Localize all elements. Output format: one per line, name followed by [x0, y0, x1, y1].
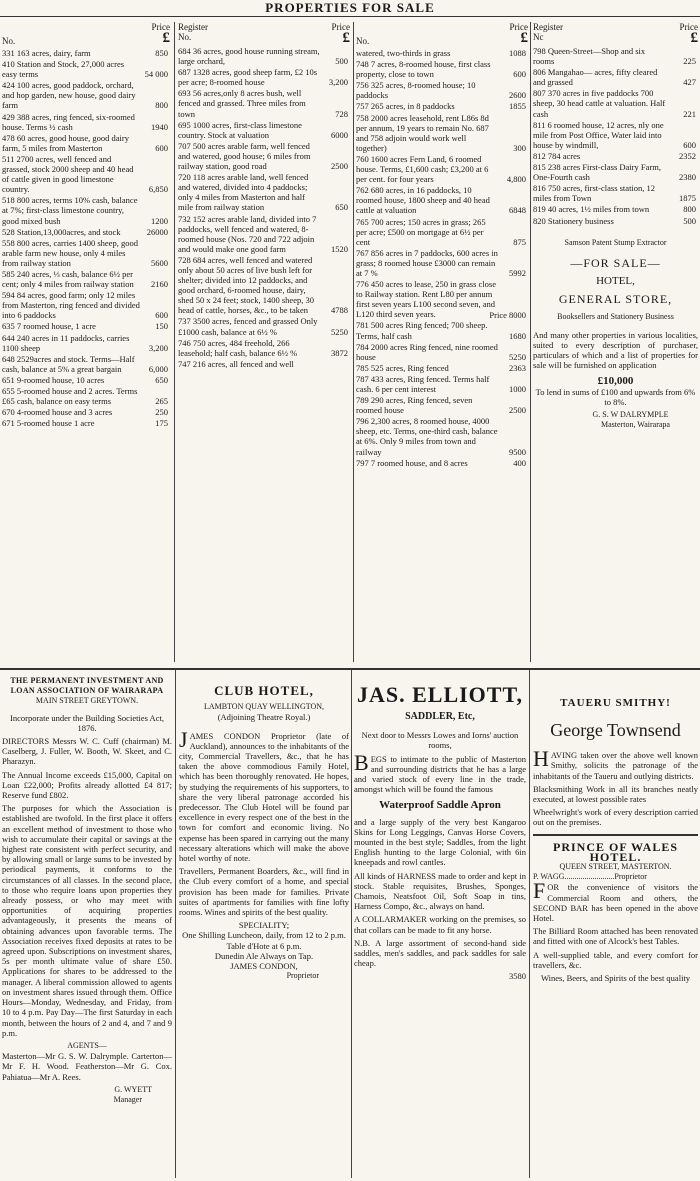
listing-item	[2, 59, 170, 79]
signature: G. S. W DALRYMPLE	[592, 409, 669, 419]
listing-price: 2500	[509, 405, 526, 416]
price-label: Price £	[679, 22, 698, 46]
listing-item	[2, 354, 170, 374]
column-header	[356, 22, 528, 46]
table-line: Table d'Hote at 6 p.m.	[226, 940, 302, 951]
page-title: PROPERTIES FOR SALE	[265, 0, 435, 15]
listing-text: 798 Queen-Street—Shop and six rooms	[533, 46, 646, 67]
listing-item	[2, 321, 170, 331]
listing-item	[2, 238, 170, 268]
agents-list: Masterton—Mr G. S. W. Dalrymple. Carterton—Mr F. H. Wood. Featherston—Mr G. Cox. Pahiatua—Mr A. Rees.	[2, 1051, 172, 1082]
listing-column-3	[356, 22, 528, 662]
listing-price: 2600	[509, 90, 526, 101]
listing-text: 429 388 acres, ring fenced, six-roomed house. Terms ½ cash	[2, 111, 135, 132]
listing-text: 758 2000 acres leasehold, rent L86s 8d per annum, 19 years to remain No. 687 and 758 adjoin would work well together)	[356, 112, 489, 153]
price-label: Price £	[509, 22, 528, 46]
listing-text: 585 240 acres, ⅓ cash, balance 6½ per cent; only 4 miles from railway station	[2, 268, 134, 290]
ad-body: The purposes for which the Association is established are twofold. In the first place it offers an excellent method of investment to those who wish to accumulate their capital or savings at the highest rate consistent with perfect security, and by allowing small or large sums to be invested by periodical payments, it conforms to the circumstances of all classes. In the second place, to those who require loans upon properties they already possess, or who may meet with opportunities of acquiring properties advantageously, it presents the means of obtaining advances upon favorable terms. The Association receives fixed deposits at rates to be agreed upon. Subscriptions on investment shares, 5s per month ultimate value of share £50. Applications for shares to be addressed to the manager. A liberal commission allowed to agents on investment shares issued through them. Office Hours—Monday, Wednesday, and Friday, from 10 to 4 p.m. Pay Day—The first Saturday in each month, between the hours of 2 and 4, and 7 and 9 p.m.	[2, 803, 172, 1038]
hotel-body-2: The Billiard Room attached has been renovated and fitted with one of Alcock's best Tables.	[533, 926, 698, 947]
hotel-body-3: A well-supplied table, and every comfort for travellers, &c.	[533, 949, 698, 970]
listing-text: 684 36 acres, good house running stream, large orchard,	[178, 46, 320, 67]
listing-text: 518 800 acres, terms 10% cash, balance at 7%; first-class limestone country, good mixed bush	[2, 195, 138, 226]
listing-item	[533, 204, 698, 214]
listing-item	[2, 112, 170, 132]
ad-title: TAUERU SMITHY!	[560, 697, 671, 709]
listing-price: 1520	[331, 243, 348, 254]
price-label: Price £	[151, 22, 170, 46]
listing-text: 767 856 acres in 7 paddocks, 600 acres in grass; 8 roomed house £3000 can remain at 7 %	[356, 247, 498, 278]
listing-item	[533, 88, 698, 118]
listing-price: 175	[155, 418, 168, 429]
listing-price: 4788	[331, 305, 348, 316]
listing-text: 807 370 acres in five paddocks 700 sheep, 30 head cattle at valuation. Half cash	[533, 88, 666, 119]
ad-club-hotel	[179, 676, 349, 1176]
listing-price: 225	[683, 56, 696, 67]
listing-price: 400	[513, 457, 526, 468]
ad-subtitle: SADDLER, Etc,	[405, 711, 475, 722]
listing-item	[178, 338, 350, 358]
listing-item	[356, 320, 528, 340]
listing-price: 650	[335, 202, 348, 213]
ad-address: Next door to Messrs Lowes and Iorns' auction rooms,	[361, 730, 519, 751]
listing-price: 6,850	[148, 184, 168, 195]
listing-text: 478 60 acres, good house, good dairy farm, 5 miles from Masterton	[2, 132, 130, 153]
ad-body: BEGS to intimate to the public of Masterton and surrounding districts that he has a large and varied stock of every line in the trade, amongst which will be found the famous	[354, 749, 526, 795]
ad-adjoining: (Adjoining Theatre Royal.)	[217, 712, 311, 723]
listing-price: 300	[513, 142, 526, 153]
listing-item	[2, 195, 170, 225]
listing-text: 707 500 acres arable farm, well fenced and watered, good house; 6 miles from railway station, good road	[178, 140, 311, 172]
signature-role: Manager	[113, 1094, 142, 1104]
listing-text: 815 238 acres First-class Dairy Farm, One-Fourth cash	[533, 162, 661, 183]
listing-price: 5250	[331, 326, 348, 337]
ad-body-2: and a large supply of the very best Kangaroo Skins for Long Leggings, Canvas Horse Covers, mounted in the best style; Saddles, from the light English hunting to the large Colonial, with 6in kneepads and rowl cantles.	[354, 816, 526, 868]
listing-text: 765 700 acres; 150 acres in grass; 265 per acre; £500 on mortgage at 6½ per cent	[356, 216, 486, 247]
listing-text: 806 Mangahao— acres, fifty cleared and grassed	[533, 67, 658, 88]
ad-body: HAVING taken over the above well known Smithy, solicits the patronage of the inhabitants of the Taueru and outlying districts.	[533, 746, 698, 781]
listing-text: watered, two-thirds in grass	[356, 48, 451, 58]
listing-text: 820 Stationery business	[533, 215, 614, 226]
listing-text: 762 680 acres, in 16 paddocks, 10 roomed house, 1800 sheep and 40 head cattle at valuation	[356, 185, 490, 216]
divider	[174, 22, 175, 662]
booksellers-line: Booksellers and Stationery Business	[557, 311, 674, 321]
listing-price: 1088	[509, 48, 526, 58]
listing-item	[2, 375, 170, 385]
column-header	[2, 22, 170, 46]
price-label: Price £	[331, 22, 350, 46]
hotel-address: QUEEN STREET, MASTERTON.	[559, 862, 672, 872]
listing-text: 635 7 roomed house, 1 acre	[2, 321, 96, 332]
listing-text: 655 5-roomed house and 2 acres. Terms £65 cash, balance on easy terms	[2, 386, 138, 407]
listing-text: 748 7 acres, 8-roomed house, first class property, close to town	[356, 59, 491, 80]
listing-price: 250	[155, 407, 168, 418]
loan-text: To lend in sums of £100 and upwards from 6% to 8%.	[535, 386, 696, 407]
listing-text: 728 684 acres, well fenced and watered only about 50 acres of live bush left for shelter; divided into 12 paddocks, and good orchard, 6-roomed house, dairy, shed 50 x 24 feet; stock, 1400 sheep, 30 head of cattle, horses, &c., to be taken	[178, 254, 314, 316]
register-label: Register Nc	[533, 22, 563, 42]
signature-role: Proprietor	[286, 971, 319, 981]
listing-price: 1680	[509, 330, 526, 341]
listing-item	[356, 395, 528, 415]
listing-text: 781 500 acres Ring fenced; 700 sheep. Terms, half cash	[356, 320, 488, 341]
ad-title: CLUB HOTEL,	[214, 683, 314, 698]
samson-notice: Samson Patent Stump Extractor	[564, 237, 667, 247]
listing-price: 221	[683, 108, 696, 119]
ad-street: MAIN STREET GREYTOWN.	[35, 696, 139, 706]
listing-item	[178, 46, 350, 66]
listing-item	[178, 255, 350, 316]
listing-price: 6,000	[148, 363, 168, 374]
listing-price: 4,800	[506, 174, 526, 185]
ad-address: LAMBTON QUAY WELLINGTON,	[203, 702, 325, 712]
listing-item	[178, 172, 350, 212]
properties-note: And many other properties in various localities, suited to every description of purchaser, particulars of which and a list of properties for sale will be furnished on application	[533, 330, 698, 371]
hotel-body: FOR the convenience of visitors the Commercial Room and others, the SECOND BAR has been opened in the above Hotel.	[533, 878, 698, 924]
dunedin-line: Dunedin Ale Always on Tap.	[214, 950, 314, 961]
loan-amount: £10,000	[597, 375, 634, 388]
listing-price: 6000	[331, 129, 348, 140]
listing-item	[356, 113, 528, 153]
no-label: No.	[2, 36, 16, 46]
listing-price: 800	[155, 100, 168, 111]
listing-price: 5600	[151, 257, 168, 268]
capital: The Annual Income exceeds £15,000, Capital on Loan £22,000; Profits already allotted £4 817; Reserve fund £802.	[2, 769, 172, 801]
listing-price: 150	[155, 321, 168, 332]
listing-text: 671 5-roomed house 1 acre	[2, 418, 95, 429]
divider	[353, 22, 354, 662]
listing-price: 728	[335, 108, 348, 119]
ad-title: THE PERMANENT INVESTMENT AND LOAN ASSOCIATION OF WAIRARAPA	[10, 676, 164, 696]
listing-text: 747 216 acres, all fenced and well	[178, 358, 294, 369]
listing-text: 648 2529acres and stock. Terms—Half cash, balance at 5% a great bargain	[2, 353, 135, 374]
listing-item	[533, 120, 698, 150]
directors: DIRECTORS Messrs W. C. Cuff (chairman) M. Caselberg, J. Fuller, W. Booth, W. Skeet, and C. Pharazyn.	[2, 736, 172, 767]
listing-price: 600	[155, 142, 168, 153]
listing-item	[356, 217, 528, 247]
listing-item	[356, 342, 528, 362]
column-header	[533, 22, 698, 44]
listing-item	[356, 154, 528, 184]
listing-price: 54 000	[144, 69, 168, 80]
listing-text: 695 1000 acres, first-class limestone country. Stock at valuation	[178, 119, 302, 140]
listing-text: 644 240 acres in 11 paddocks, carries 1100 sheep	[2, 332, 130, 353]
hotel-body-4: Wines, Beers, and Spirits of the best quality	[540, 973, 691, 984]
listing-price: 875	[513, 236, 526, 247]
listing-price: 427	[683, 77, 696, 88]
listing-price: 2352	[679, 150, 696, 161]
divider	[529, 670, 530, 1178]
listing-text: 737 3500 acres, fenced and grassed Only £1000 cash, balance at 6½ %	[178, 316, 318, 337]
ad-body-4: A COLLARMAKER working on the premises, so that collars can be made to fit any horse.	[354, 914, 526, 935]
listing-text: 651 9-roomed house, 10 acres	[2, 374, 105, 385]
listing-text: 789 290 acres, Ring fenced, seven roomed house	[356, 395, 473, 416]
no-label: No.	[356, 36, 370, 46]
listing-text: 410 Station and Stock, 27,000 acres easy terms	[2, 59, 125, 80]
listing-text: 331 163 acres, dairy, farm	[2, 48, 91, 58]
listing-text: 528 Station,13,000acres, and stock	[2, 226, 121, 237]
listing-text: 511 2700 acres, well fenced and grassed, stock 2000 sheep and 40 head of cattle given in good limestone country.	[2, 153, 134, 195]
listing-item	[356, 59, 528, 79]
listing-price: 9500	[509, 446, 526, 457]
listing-price: 1855	[509, 101, 526, 112]
column-header	[178, 22, 350, 44]
listing-text: 746 750 acres, 484 freehold, 266 leasehold; half cash, balance 6½ %	[178, 337, 298, 358]
ad-body-3: All kinds of HARNESS made to order and kept in stock. Stable requisites, Brushes, Sponges, Chamois, Neatsfoot Oil, Soft Soap in tins, Harness Compo, &c., always on hand.	[354, 870, 526, 912]
ad-body-5: N.B. A large assortment of second-hand side saddles, men's saddles, and pack saddles for sale cheap.	[354, 937, 526, 969]
listing-price: 3,200	[328, 77, 348, 88]
listing-price: 1000	[509, 384, 526, 394]
listing-price: 600	[155, 310, 168, 321]
listing-text: 796 2,300 acres, 8 roomed house, 4000 sheep, etc. Terms, one-third cash, balance at 6%. Only 9 miles from town and railway	[356, 416, 498, 457]
agents-heading: AGENTS—	[67, 1040, 107, 1050]
listing-text: 776 450 acres to lease, 250 in grass close to Railway station. Rent L80 per annum first seven years L100 second seven, and L120 third seven years.	[356, 279, 496, 320]
listing-price: 650	[155, 374, 168, 385]
listing-price: 500	[335, 56, 348, 67]
listing-item	[178, 67, 350, 87]
speciality-heading: SPECIALITY;	[238, 920, 290, 931]
signature: G. WYETT	[114, 1084, 152, 1094]
divider	[0, 668, 700, 670]
smith-name: George Townsend	[550, 720, 681, 741]
listing-text: 816 750 acres, first-class station, 12 miles from Town	[533, 183, 656, 204]
listing-item	[533, 46, 698, 66]
listing-item	[178, 88, 350, 118]
listing-price: 26000	[146, 226, 168, 237]
listing-item	[533, 162, 698, 182]
listing-item	[356, 248, 528, 278]
listing-price: 3872	[331, 347, 348, 358]
incorporated-line: Incorporate under the Building Societies Act, 1876.	[10, 712, 164, 733]
ad-body: JAMES CONDON Proprietor (late of Auckland), announces to the inhabitants of the city, Commercial Travellers, &c., that he has taken the above commodious Family Hotel, which has been thoroughly renovated. He hopes, by studying the requirements of his supporters, to share the very liberal patronage accorded his predecessor. The Club Hotel will be found par excellence in every respect one of the best in the town for comfort and economic living. No expense has been spared in carrying out the many necessary alterations which will make the above hotel worthy of note.	[179, 726, 349, 864]
ad-body-2: Travellers, Permanent Boarders, &c., will find in the Club every comfort of a home, and special provision has been made for families. Private suites of apartments for families with fine lofty rooms. Wines and spirits of the best quality.	[179, 866, 349, 918]
listing-item	[178, 316, 350, 336]
listing-item	[2, 333, 170, 353]
listing-column-2	[178, 22, 350, 662]
listing-text: 594 84 acres, good farm; only 12 miles from Masterton, ring fenced and divided into 6 paddocks	[2, 290, 140, 321]
page-number: 3580	[509, 971, 526, 982]
listing-price: 500	[683, 215, 696, 226]
listing-column-4	[533, 22, 698, 662]
ad-tauru-smithy	[533, 676, 698, 1176]
listing-item	[533, 67, 698, 87]
listing-price: 265	[155, 396, 168, 407]
listing-item	[533, 216, 698, 226]
listing-price: 600	[683, 139, 696, 150]
listing-price: 6848	[509, 205, 526, 216]
listing-item	[2, 386, 170, 406]
listing-price: 1940	[151, 121, 168, 132]
listing-item	[533, 183, 698, 203]
listing-text: 424 100 acres, good paddock, orchard, and hop garden, new house, good dairy farm	[2, 80, 136, 111]
listing-item	[2, 418, 170, 428]
listing-text: 732 152 acres arable land, divided into 7 paddocks, well fenced and watered, 8-roomed house (Nos. 720 and 722 adjoin and would make one good farm	[178, 213, 317, 254]
listing-item	[533, 151, 698, 161]
listing-text: 558 800 acres, carries 1400 sheep, good arable farm new house, only 4 miles from railway station	[2, 237, 138, 268]
listing-price: Price 8000	[489, 310, 526, 321]
listing-item	[356, 185, 528, 215]
listing-item	[2, 133, 170, 153]
listing-item	[2, 290, 170, 320]
hotel-title: PRINCE OF WALES HOTEL.	[552, 839, 679, 864]
divider	[175, 670, 176, 1178]
listing-price: 5992	[509, 267, 526, 278]
signature: JAMES CONDON,	[230, 961, 298, 972]
general-store-heading: GENERAL STORE,	[558, 291, 673, 306]
listing-price: 5250	[509, 351, 526, 362]
listing-item	[178, 214, 350, 254]
listing-item	[2, 407, 170, 417]
ad-investment-association	[2, 676, 172, 1176]
listing-item	[356, 458, 528, 468]
listing-item	[2, 80, 170, 110]
listing-price: 850	[155, 48, 168, 58]
signature-place: Masterton, Wairarapa	[601, 419, 670, 429]
listing-item	[2, 48, 170, 58]
listing-text: 811 6 roomed house, 12 acres, nly one mile from Post Office, Water laid into house by windmill,	[533, 119, 664, 150]
divider	[533, 834, 698, 836]
listing-text: 670 4-roomed house and 3 acres	[2, 407, 113, 418]
listing-price: 2380	[679, 172, 696, 183]
listing-price: 800	[683, 204, 696, 215]
listing-price: 1200	[151, 215, 168, 226]
listing-price: 2500	[331, 161, 348, 172]
listing-item	[356, 374, 528, 394]
listing-price: 3,200	[148, 342, 168, 353]
listing-price: 600	[513, 69, 526, 80]
listing-price: 2160	[151, 279, 168, 290]
hotel-proprietor: P. WAGG.........................Proprietor	[533, 872, 647, 882]
listing-text: 756 325 acres, 8-roomed house; 10 paddocks	[356, 80, 476, 101]
listing-item	[178, 359, 350, 369]
listing-text: 797 7 roomed house, and 8 acres	[356, 457, 468, 468]
listing-item	[2, 154, 170, 194]
listing-price: 2363	[509, 362, 526, 373]
divider	[351, 670, 352, 1178]
divider	[530, 22, 531, 662]
listing-text: 687 1328 acres, good sheep farm, £2 10s per acre; 8-roomed house	[178, 67, 318, 88]
listing-price: 1875	[679, 193, 696, 204]
listing-item	[356, 80, 528, 100]
ad-title: JAS. ELLIOTT,	[356, 682, 524, 707]
listing-text: 812 784 acres	[533, 150, 581, 161]
listing-item	[356, 363, 528, 373]
ad-body-3: Wheelwright's work of every description carried out on the premises.	[533, 807, 698, 828]
listing-item	[356, 48, 528, 58]
listing-text: 784 2000 acres Ring fenced, nine roomed house	[356, 341, 498, 362]
listing-column-1	[2, 22, 170, 662]
register-label: Register No.	[178, 22, 208, 42]
listing-text: 720 118 acres arable land, well fenced and watered, divided into 4 paddocks; only 4 miles from Masterton and half mile from railway station	[178, 172, 309, 213]
for-sale-heading: —FOR SALE—	[570, 255, 661, 270]
listing-item	[178, 141, 350, 171]
ad-body-2: Blacksmithing Work in all its branches neatly executed, at lowest possible rates	[533, 783, 698, 805]
listing-item	[2, 269, 170, 289]
listing-item	[178, 120, 350, 140]
ad-jas-elliott	[354, 676, 526, 1176]
listing-text: 787 433 acres, Ring fenced. Terms half cash. 6 per cent interest	[356, 373, 490, 394]
hotel-heading: HOTEL,	[596, 274, 635, 287]
listing-text: 757 265 acres, in 8 paddocks	[356, 101, 455, 112]
listing-item	[356, 101, 528, 111]
feature-heading: Waterproof Saddle Apron	[379, 799, 501, 812]
listing-text: 760 1600 acres Fern Land, 6 roomed house. Terms, £1,600 cash; £3,200 at 6 per cent. for four years	[356, 153, 489, 185]
listing-item	[2, 227, 170, 237]
listing-text: 785 525 acres, Ring fenced	[356, 362, 449, 373]
divider	[0, 16, 700, 17]
listing-item	[356, 416, 528, 456]
listing-text: 693 56 acres,only 8 acres bush, well fenced and grassed. Three miles from town	[178, 88, 306, 119]
luncheon-line: One Shilling Luncheon, daily, from 12 to 2 p.m.	[182, 930, 346, 941]
listing-text: 819 40 acres, 1½ miles from town	[533, 204, 650, 215]
